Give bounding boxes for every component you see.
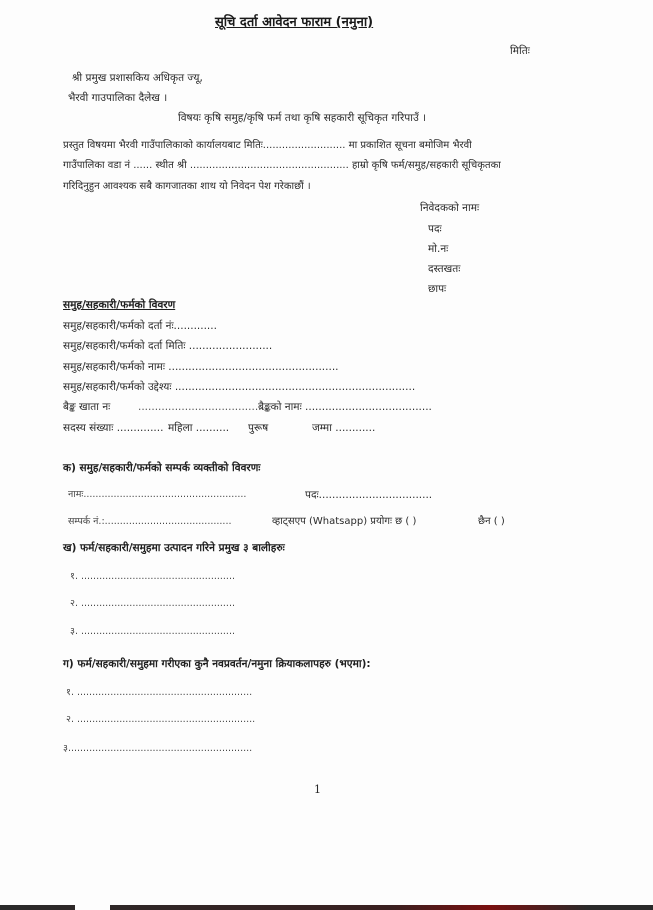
whatsapp-use-no: छैन ( ) <box>478 516 505 527</box>
section-ga-heading: ग) फर्म/सहकारी/समुहमा गरीएका कुनै नवप्रवर्तन/नमुना क्रियाकलापहरु (भएमा): <box>63 658 371 670</box>
innovation-item-3: ३............................................................. <box>63 743 253 754</box>
date-label: मितिः <box>510 45 530 57</box>
applicant-signature-label: दस्तखतः <box>428 263 461 275</box>
details-female: महिला .......... <box>168 422 230 434</box>
addressee-line-1: श्री प्रमुख प्रशासकिय अधिकृत ज्यू, <box>72 72 203 84</box>
details-reg-date: समुह/सहकारी/फर्मको दर्ता मितिः ......................... <box>63 340 273 352</box>
applicant-name-label: निवेदकको नामः <box>420 202 480 214</box>
details-bank-account-label: बैङ्क खाता नः <box>63 401 111 413</box>
details-male: पुरूष <box>248 422 269 434</box>
page-number: 1 <box>314 783 321 796</box>
crop-item-3: ३. ................................................... <box>70 626 235 637</box>
addressee-line-2: भैरवी गाउपालिका दैलेख । <box>68 92 168 104</box>
applicant-post-label: पदः <box>428 223 442 235</box>
contact-name: नामः...................................................... <box>68 489 247 500</box>
crop-item-2: २. ................................................... <box>70 598 235 609</box>
crop-item-1: १. ................................................... <box>70 571 235 582</box>
section-kha-heading: ख) फर्म/सहकारी/समुहमा उत्पादन गरिने प्रमुख ३ बालीहरुः <box>63 542 285 554</box>
section-ka-heading: क) समुह/सहकारी/फर्मको सम्पर्क व्यक्तीको विवरणः <box>63 462 261 474</box>
subject-line: विषयः कृषि समुह/कृषि फर्म तथा कृषि सहकारी सूचिकृत गरिपाउँ । <box>178 112 427 124</box>
innovation-item-2: २. ........................................................... <box>66 714 256 725</box>
details-members: सदस्य संख्याः .............. <box>63 422 164 434</box>
details-name: समुह/सहकारी/फर्मको नामः ................................................... <box>63 361 339 373</box>
contact-post: पदः.................................. <box>305 489 433 501</box>
details-bank-account-field: ........................................ <box>138 401 272 413</box>
contact-number: सम्पर्क नं.:.......................................... <box>68 516 232 527</box>
body-line-2: गाउँपालिका वडा नं ...... स्थीत श्री .................................................. हाम्रो कृषि फर्म/समुह/सहकारी सूचिकृतका <box>63 160 501 171</box>
form-title: सूचि दर्ता आवेदन फाराम (नमुना) <box>215 15 374 30</box>
innovation-item-1: १. .......................................................... <box>66 687 253 698</box>
details-bank-name: बैङ्कको नामः ...................................... <box>258 401 432 413</box>
details-total: जम्मा ............ <box>312 422 376 434</box>
body-line-3: गरिदिनुहुन आवश्यक सबै कागजातका शाथ यो निवेदन पेश गरेकाछौं । <box>63 181 311 192</box>
whatsapp-use-yes: व्हाट्सएप (Whatsapp) प्रयोगः छ ( ) <box>272 516 417 527</box>
details-objective: समुह/सहकारी/फर्मको उद्देश्यः ........................................................................ <box>63 381 416 393</box>
applicant-mobile-label: मो.नः <box>428 243 449 255</box>
body-line-1: प्रस्तुत विषयमा भैरवी गाउँपालिकाको कार्यालयबाट मितिः.......................... मा प्रकाशित सूचना बमोजिम भैरवी <box>63 140 472 151</box>
details-heading: समुह/सहकारी/फर्मको विवरण <box>63 299 176 311</box>
details-reg-no: समुह/सहकारी/फर्मको दर्ता नंः............. <box>63 320 217 332</box>
page-bottom-gap <box>75 904 110 910</box>
applicant-stamp-label: छापः <box>428 283 447 295</box>
